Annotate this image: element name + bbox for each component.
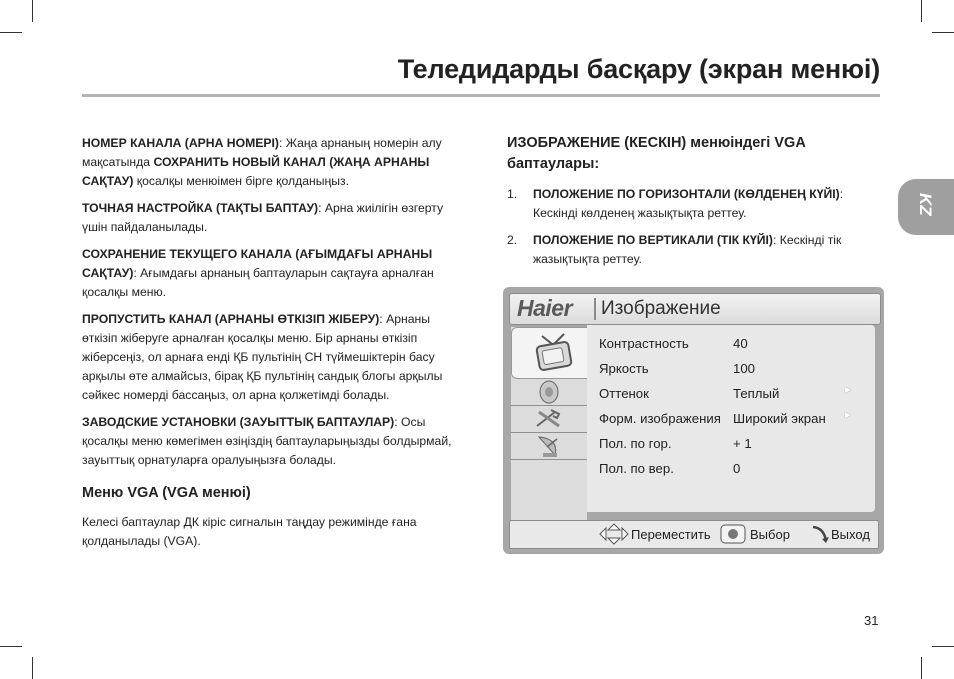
return-icon [810, 524, 830, 544]
setting-value: Широкий экран [733, 411, 826, 426]
tv-icon [512, 328, 588, 378]
list-item [507, 231, 882, 269]
term: НОМЕР КАНАЛА (АРНА НОМЕРІ) [82, 136, 279, 150]
page-title: Теледидарды басқару (экран менюі) [397, 54, 880, 84]
setting-label: Пол. по вер. [599, 461, 674, 476]
dpad-icon [599, 523, 629, 545]
crop-mark [32, 0, 33, 22]
setting-value: + 1 [733, 436, 752, 451]
tab-channel[interactable] [511, 433, 587, 459]
menu-title: Изображение [601, 298, 721, 319]
text: : Арна жиілігін өзгерту үшін пайдаланылады. [82, 201, 444, 234]
sidebar-divider [511, 459, 587, 460]
menu-row-tint[interactable] [599, 385, 853, 401]
language-tab [898, 179, 954, 235]
title-rule [82, 94, 880, 97]
menu-row-h-position[interactable] [599, 436, 752, 451]
term: ПРОПУСТИТЬ КАНАЛ (АРНАНЫ ӨТКІЗІП ЖІБЕРУ) [82, 312, 380, 326]
setting-label: Контрастность [599, 336, 689, 351]
footer-exit-label: Выход [831, 527, 870, 542]
footer-move-label: Переместить [631, 527, 711, 542]
crop-mark [0, 32, 22, 33]
menu-footer [509, 520, 879, 549]
menu-sidebar [511, 327, 587, 537]
crop-mark [921, 657, 922, 679]
text: : Арнаны өткізіп жіберуге арналған қосалқы меню. Бір арнаны өткізіп жіберсеңіз, ол арнаға енді ҚБ пультінің CH түймешіктерін басу арқылы өте алмайсыз, бірақ ҚБ пультінің сандық блогы арқылы сәйкес номерді бассаңыз, ол арна қолжетімді болады. [82, 312, 443, 402]
setting-label: Оттенок [599, 386, 649, 401]
text: : Кескінді көлденең жазықтықта реттеу. [533, 187, 844, 220]
list-item [507, 185, 882, 223]
paragraph-fine-tune [82, 199, 462, 237]
text: : Кескінді тік жазықтықта реттеу. [533, 233, 842, 266]
setting-value: 40 [733, 336, 748, 351]
crop-mark [932, 32, 954, 33]
text: : Ағымдағы арнаның баптауларын сақтауға арналған қосалқы меню. [82, 266, 434, 299]
arrow-right-icon: ► [843, 410, 853, 421]
menu-content [587, 325, 875, 512]
paragraph-channel-number [82, 134, 462, 191]
tab-picture[interactable] [511, 327, 588, 379]
language-code: KZ [916, 193, 935, 216]
satellite-icon [511, 433, 587, 459]
right-column [507, 133, 882, 277]
setting-value: Теплый [733, 386, 780, 401]
menu-row-contrast[interactable] [599, 336, 748, 351]
term: ТОЧНАЯ НАСТРОЙКА (ТАҚТЫ БАПТАУ) [82, 201, 319, 215]
vga-settings-heading: ИЗОБРАЖЕНИЕ (КЕСКІН) менюіндегі VGA баптаулары: [507, 135, 806, 172]
term: ПОЛОЖЕНИЕ ПО ВЕРТИКАЛИ (ТІК КҮЙІ) [533, 233, 773, 247]
paragraph-save-channel [82, 245, 462, 302]
term: ЗАВОДСКИЕ УСТАНОВКИ (ЗАУЫТТЫҚ БАПТАУЛАР) [82, 415, 395, 429]
footer-select-label: Выбор [750, 527, 790, 542]
menu-row-v-position[interactable] [599, 461, 741, 476]
text: : Жаңа арнаның номерін алу мақсатында [82, 136, 442, 169]
setting-label: Яркость [599, 361, 649, 376]
vga-description: Келесі баптаулар ДК кіріс сигналын таңдау режимінде ғана қолданылады (VGA). [82, 515, 417, 548]
menu-header [509, 293, 881, 325]
crop-mark [32, 657, 33, 679]
tab-function[interactable] [511, 406, 587, 432]
item-number: 2. [507, 233, 518, 247]
page-number: 31 [864, 613, 879, 628]
term: ПОЛОЖЕНИЕ ПО ГОРИЗОНТАЛИ (КӨЛДЕНЕҢ КҮЙІ) [533, 187, 840, 201]
setting-label: Форм. изображения [599, 411, 721, 426]
text: қосалқы менюімен бірге қолданыңыз. [133, 174, 349, 188]
haier-logo: Haier [517, 295, 573, 321]
term: СОХРАНИТЬ НОВЫЙ КАНАЛ (ЖАҢА АРНАНЫ САҚТАУ) [82, 155, 430, 188]
setting-value: 0 [733, 461, 741, 476]
term: СОХРАНЕНИЕ ТЕКУЩЕГО КАНАЛА (АҒЫМДАҒЫ АРНАНЫ САҚТАУ) [82, 247, 433, 280]
item-number: 1. [507, 187, 518, 201]
arrow-right-icon: ► [843, 385, 853, 396]
tv-menu-screenshot [503, 287, 884, 554]
vga-heading: Меню VGA (VGA менюі) [82, 485, 251, 501]
text: : Осы қосалқы меню көмегімен өзіңіздің баптауларыңызды болдырмай, зауыттық орнатуларға оралуыңызға болады. [82, 415, 452, 467]
tab-sound[interactable] [511, 379, 587, 405]
setting-label: Пол. по гор. [599, 436, 672, 451]
setting-value: 100 [733, 361, 756, 376]
left-column [82, 134, 462, 559]
ok-button-icon [720, 524, 746, 544]
tools-icon [511, 406, 587, 432]
crop-mark [932, 646, 954, 647]
paragraph-skip-channel [82, 310, 462, 405]
menu-row-aspect[interactable] [599, 410, 853, 426]
paragraph-factory-settings [82, 413, 462, 470]
crop-mark [0, 646, 22, 647]
speaker-icon [511, 379, 587, 405]
crop-mark [921, 0, 922, 22]
menu-row-brightness[interactable] [599, 361, 756, 376]
logo-divider [594, 298, 596, 320]
